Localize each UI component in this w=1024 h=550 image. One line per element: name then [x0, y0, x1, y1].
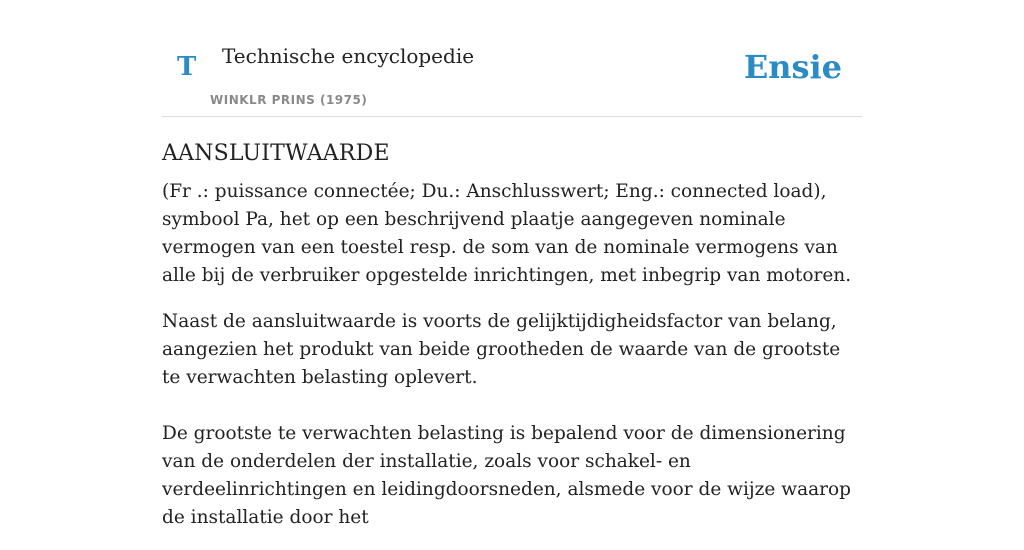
- entry-paragraph: De grootste te verwachten belasting is bepalend voor de dimensionering van de onderdelen der installatie, zoals voor schakel- en verdeelinrichtingen en leidingdoorsneden, alsmede voor de wijze waarop de installatie door het: [162, 423, 851, 528]
- entry-body: [162, 178, 862, 532]
- entry-paragraph: Naast de aansluitwaarde is voorts de gelijktijdigheidsfactor van belang, aangezien het produkt van beide grootheden de waarde van de grootste te verwachten belasting oplevert.: [162, 311, 841, 388]
- book-title-link[interactable]: Technische encyclopedie: [222, 44, 475, 68]
- header: [162, 0, 862, 117]
- article-page: [162, 0, 862, 550]
- entry-paragraph: (Fr .: puissance connectée; Du.: Anschlusswert; Eng.: connected load), symbool Pa, het op een beschrijvend plaatje aangegeven nominale vermogen van een toestel resp. de som van de nominale vermogens van alle bij de verbruiker opgestelde inrichtingen, met inbegrip van motoren.: [162, 181, 852, 286]
- edition-label: WINKLR PRINS (1975): [210, 93, 368, 107]
- ensie-brand-link[interactable]: Ensie: [743, 48, 842, 86]
- book-logo-icon[interactable]: T: [177, 52, 197, 82]
- page-title: AANSLUITWAARDE: [162, 141, 390, 166]
